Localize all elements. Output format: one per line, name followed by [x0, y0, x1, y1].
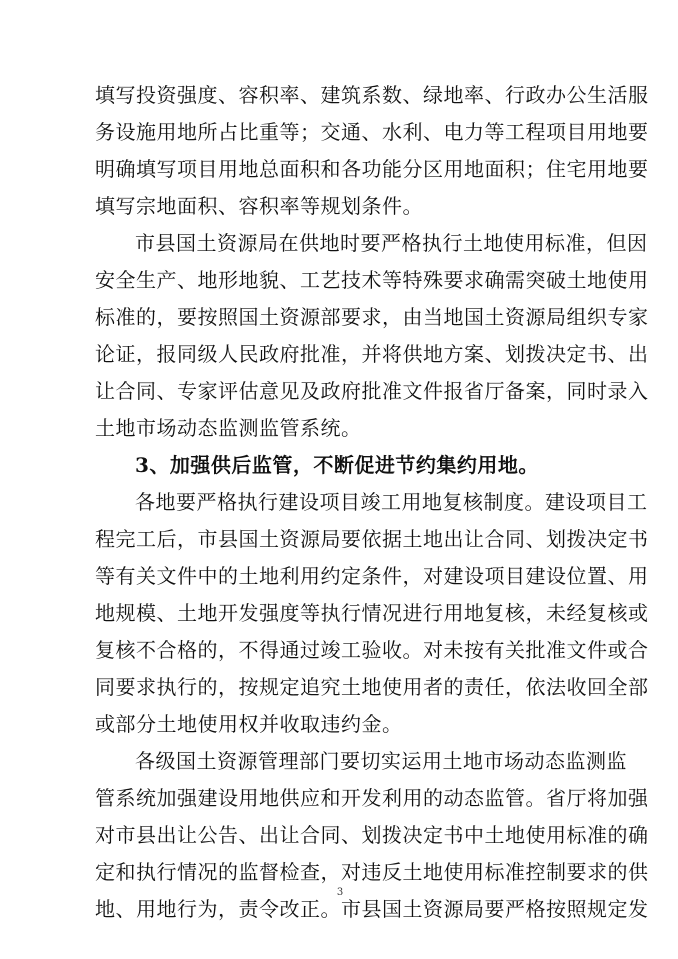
text-line: 同要求执行的，按规定追究土地使用者的责任，依法收回全部	[95, 675, 649, 699]
text-line: 复核不合格的，不得通过竣工验收。对未按有关批准文件或合	[95, 638, 649, 662]
text-line: 定和执行情况的监督检查，对违反土地使用标准控制要求的供	[95, 860, 649, 884]
text-line: 对市县出让公告、出让合同、划拨决定书中土地使用标准的确	[95, 823, 649, 847]
paragraph-first-line: 各地要严格执行建设项目竣工用地复核制度。建设项目工	[135, 490, 648, 514]
text-line: 等有关文件中的土地利用约定条件，对建设项目建设位置、用	[95, 564, 649, 588]
text-line: 地规模、土地开发强度等执行情况进行用地复核，未经复核或	[95, 601, 649, 625]
text-line: 填写宗地面积、容积率等规划条件。	[95, 194, 423, 218]
page-number: 3	[336, 887, 344, 898]
text-line: 填写投资强度、容积率、建筑系数、绿地率、行政办公生活服	[95, 83, 649, 107]
text-line: 管系统加强建设用地供应和开发利用的动态监管。省厅将加强	[95, 786, 649, 810]
text-line: 安全生产、地形地貌、工艺技术等特殊要求确需突破土地使用	[95, 268, 649, 292]
text-line: 务设施用地所占比重等；交通、水利、电力等工程项目用地要	[95, 120, 649, 144]
text-line: 地、用地行为，责令改正。市县国土资源局要严格按照规定发	[95, 897, 649, 921]
text-line: 论证，报同级人民政府批准，并将供地方案、划拨决定书、出	[95, 342, 649, 366]
text-line: 土地市场动态监测监管系统。	[95, 416, 362, 440]
text-line: 标准的，要按照国土资源部要求，由当地国土资源局组织专家	[95, 305, 649, 329]
paragraph-first-line: 各级国土资源管理部门要切实运用土地市场动态监测监	[135, 749, 627, 773]
text-line: 程完工后，市县国土资源局要依据土地出让合同、划拨决定书	[95, 527, 649, 551]
text-line: 明确填写项目用地总面积和各功能分区用地面积；住宅用地要	[95, 157, 649, 181]
text-line: 或部分土地使用权并收取违约金。	[95, 712, 403, 736]
text-line: 让合同、专家评估意见及政府批准文件报省厅备案，同时录入	[95, 379, 649, 403]
paragraph-first-line: 市县国土资源局在供地时要严格执行土地使用标准，但因	[135, 231, 648, 255]
section-heading: 3、加强供后监管，不断促进节约集约用地。	[135, 453, 539, 477]
